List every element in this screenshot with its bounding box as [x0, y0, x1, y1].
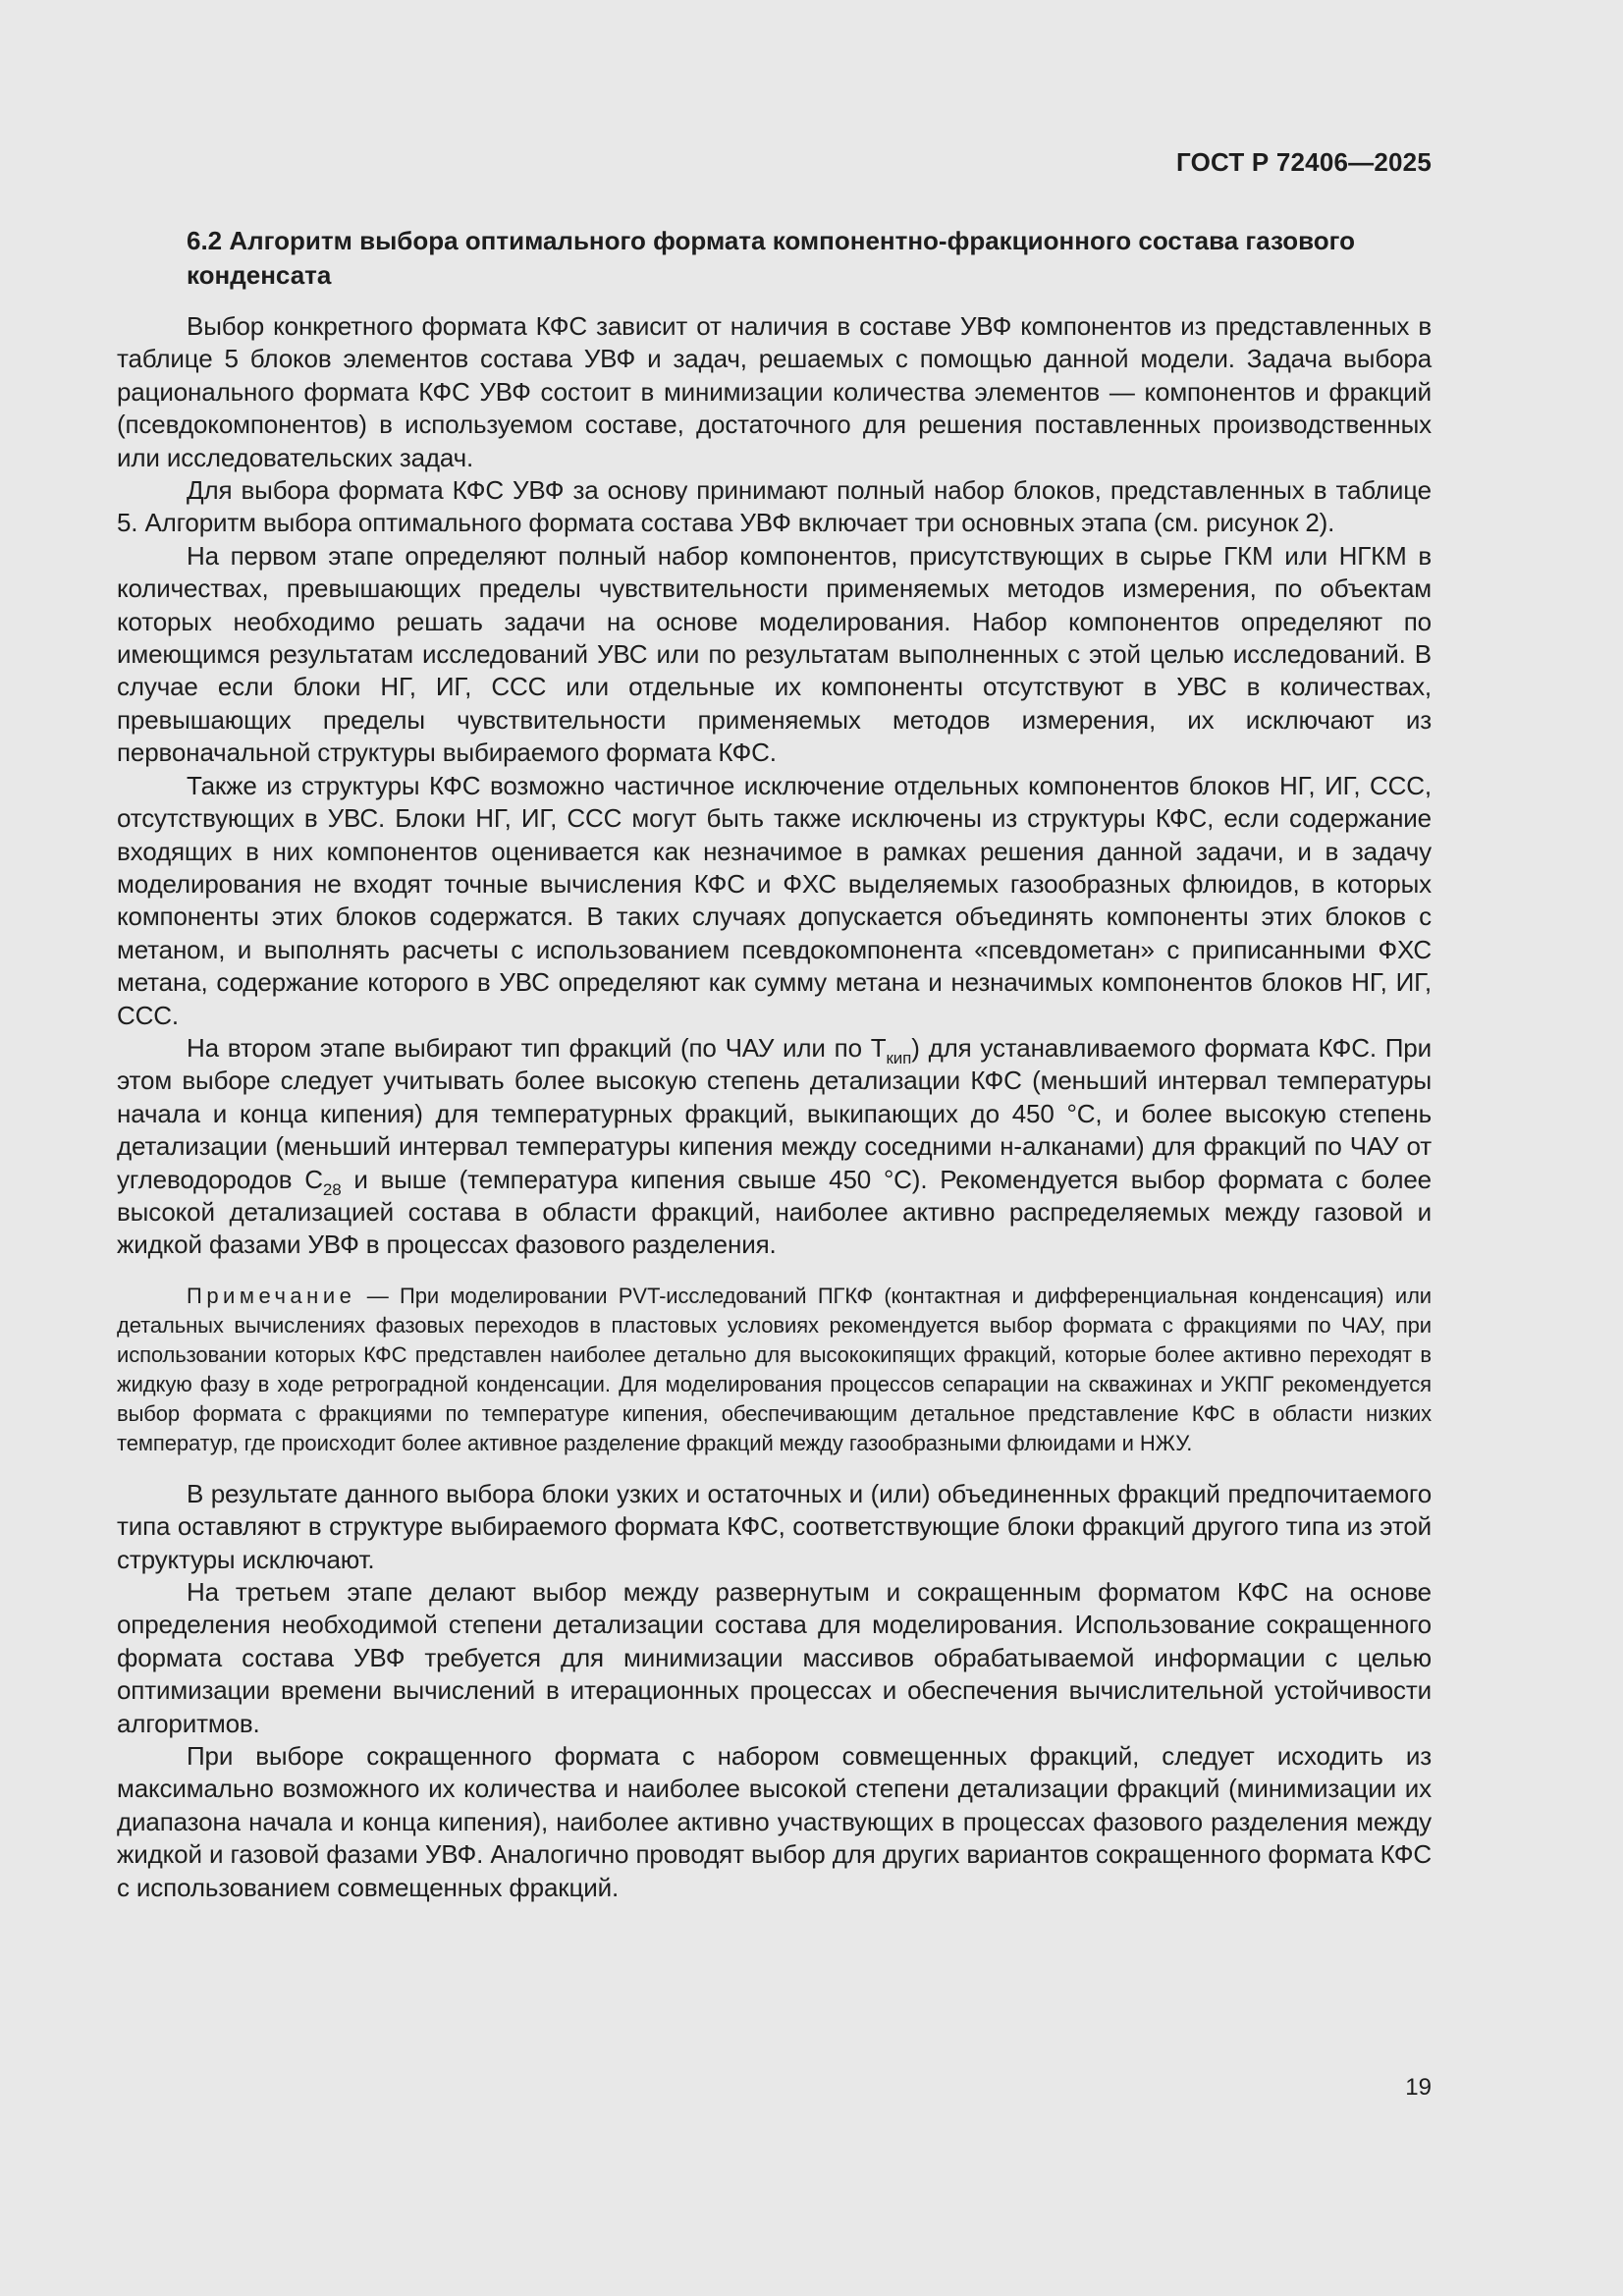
paragraph-stage-one: На первом этапе определяют полный набор компонентов, присутствующих в сырье ГКМ или НГКМ в количествах, превышающих пределы чувствительности применяемых методов измерения, по объектам которых необходимо решать задачи на основе моделирования. Набор компонентов определяют по имеющимся результатам исследований УВС или по результатам выполненных с этой целью исследований. В случае если блоки НГ, ИГ, ССС или отдельные их компоненты отсутствуют в УВС в количествах, превышающих пределы чувствительности применяемых методов измерения, их исключают из первоначальной структуры выбираемого формата КФС. [117, 540, 1432, 768]
note-label: Примечание [187, 1283, 356, 1308]
paragraph-stage-two [117, 1032, 1432, 1262]
subscript-carbon-number: 28 [322, 1179, 342, 1199]
paragraph-result: В результате данного выбора блоки узких и остаточных и (или) объединенных фракций предпочитаемого типа оставляют в структуре выбираемого формата КФС, соответствующие блоки фракций другого типа из этой структуры исключают. [117, 1478, 1432, 1574]
stage-two-text-1: На втором этапе выбирают тип фракций (по ЧАУ или по T [187, 1032, 887, 1063]
stage-two-text-3: и выше (температура кипения свыше 450 °С). Рекомендуется выбор формата с более высокой детализацией состава в области фракций, наиболее активно распределяемых между газовой и жидкой фазами УВФ в процессах фазового разделения. [117, 1164, 1432, 1260]
subscript-boiling: кип [886, 1048, 912, 1067]
note-block [117, 1282, 1432, 1458]
section-heading: 6.2 Алгоритм выбора оптимального формата компонентно-фракционного состава газового конденсата [187, 226, 1356, 290]
note-text: — При моделировании PVT-исследований ПГКФ (контактная и дифференциальная конденсация) или детальных вычислениях фазовых переходов в пластовых условиях рекомендуется выбор формата с фракциями по ЧАУ, при использовании которых КФС представлен наиболее детально для высококипящих фракций, которые более активно переходят в жидкую фазу в ходе ретроградной конденсации. Для моделирования процессов сепарации на скважинах и УКПГ рекомендуется выбор формата с фракциями по температуре кипения, обеспечивающим детальное представление КФС в области низких температур, где происходит более активное разделение фракций между газообразными флюидами и НЖУ. [117, 1283, 1432, 1455]
paragraph-intro: Выбор конкретного формата КФС зависит от наличия в составе УВФ компонентов из представленных в таблице 5 блоков элементов состава УВФ и задач, решаемых с помощью данной модели. Задача выбора рационального формата КФС УВФ состоит в минимизации количества элементов — компонентов и фракций (псевдокомпонентов) в используемом составе, достаточного для решения поставленных производственных или исследовательских задач. [117, 311, 1432, 472]
page-content [117, 224, 1432, 1904]
paragraph-basis: Для выбора формата КФС УВФ за основу принимают полный набор блоков, представленных в таблице 5. Алгоритм выбора оптимального формата состава УВФ включает три основных этапа (см. рисунок 2). [117, 475, 1432, 538]
stage-two-text-2: ) для устанавливаемого формата КФС. При этом выборе следует учитывать более высокую степень детализации КФС (меньший интервал температуры начала и конца кипения) для температурных фракций, выкипающих до 450 °С, и более высокую степень детализации (меньший интервал температуры кипения между соседними н-алканами) для фракций по ЧАУ от углеводородов С [117, 1032, 1432, 1194]
page-number: 19 [1405, 2074, 1432, 2101]
document-code: ГОСТ Р 72406—2025 [1176, 147, 1432, 177]
paragraph-exclusion: Также из структуры КФС возможно частичное исключение отдельных компонентов блоков НГ, ИГ, ССС, отсутствующих в УВС. Блоки НГ, ИГ, ССС могут быть также исключены из структуры КФС, если содержание входящих в них компонентов оценивается как незначимое в рамках решения данной задачи, и в задачу моделирования не входят точные вычисления КФС и ФХС выделяемых газообразных флюидов, в которых компоненты этих блоков содержатся. В таких случаях допускается объединять компоненты этих блоков с метаном, и выполнять расчеты с использованием псевдокомпонента «псевдометан» с приписанными ФХС метана, содержание которого в УВС определяют как сумму метана и незначимых компонентов блоков НГ, ИГ, ССС. [117, 770, 1432, 1030]
paragraph-reduced-format: При выборе сокращенного формата с набором совмещенных фракций, следует исходить из максимально возможного их количества и наиболее высокой степени детализации фракций (минимизации их диапазона начала и конца кипения), наиболее активно участвующих в процессах фазового разделения между жидкой и газовой фазами УВФ. Аналогично проводят выбор для других вариантов сокращенного формата КФС с использованием совмещенных фракций. [117, 1741, 1432, 1902]
paragraph-stage-three: На третьем этапе делают выбор между развернутым и сокращенным форматом КФС на основе определения необходимой степени детализации состава для моделирования. Использование сокращенного формата состава УВФ требуется для минимизации массивов обрабатываемой информации с целью оптимизации времени вычислений в итерационных процессах и обеспечения вычислительной устойчивости алгоритмов. [117, 1577, 1432, 1738]
